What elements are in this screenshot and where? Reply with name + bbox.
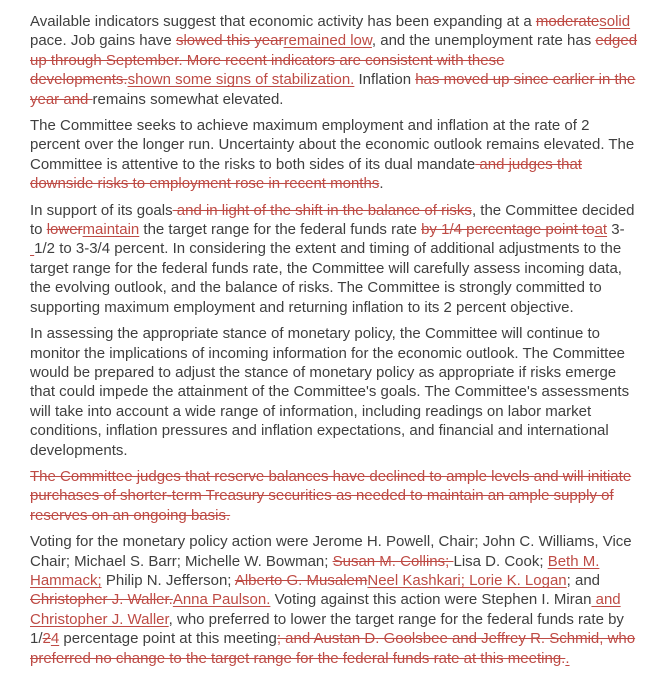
deleted-text-run: 2 — [42, 630, 51, 648]
text-run: 3- — [607, 221, 625, 239]
text-run: The Committee seeks to achieve maximum employment and inflation at the rate of 2 percent over the longer run. Uncertainty about the economic outlook remains elevated. The Committee is attentive to the risks to both sides of its dual mandate — [30, 117, 635, 173]
text-run: Voting against this action were Stephen I. Miran — [270, 591, 592, 609]
inserted-text-run: and Christopher J. Waller — [30, 591, 621, 628]
deleted-text-run: and in light of the shift in the balance of risks — [172, 201, 472, 219]
paragraph-6 — [30, 532, 639, 668]
text-run: 1/2 to 3-3/4 percent. In considering the extent and timing of additional adjustments to the target range for the federal funds rate, the Committee will carefully assess incoming data, the evolving outlook, and the balance of risks. The Committee is strongly committed to supporting maximum employment and returning inflation to its 2 percent objective. — [30, 240, 622, 316]
inserted-text-run: remained low — [283, 32, 372, 50]
text-run: , and the unemployment rate has — [371, 32, 596, 50]
deleted-text-run: lower — [46, 221, 83, 239]
text-run: , the Committee decided to — [30, 201, 635, 239]
deleted-text-run: The Committee judges that reserve balances have declined to ample levels and will initiate purchases of shorter-term Treasury securities as needed to maintain an ample supply of reserves on an ongoing basis. — [30, 467, 632, 524]
deleted-text-run: edged up through September. More recent indicators are consistent with these developments. — [30, 32, 638, 89]
text-run: . — [379, 175, 384, 193]
deleted-text-run: has moved up since earlier in the year and — [30, 71, 636, 108]
inserted-text-run: Beth M. Hammack; — [30, 552, 600, 589]
inserted-text-run: at — [594, 221, 608, 239]
text-run: Philip N. Jefferson; — [101, 571, 235, 589]
paragraph-2 — [30, 116, 639, 194]
deleted-text-run: moderate — [535, 13, 600, 30]
text-run: percentage point at this meeting — [59, 630, 277, 648]
paragraph-3 — [30, 201, 639, 317]
text-run: Lisa D. Cook; — [453, 552, 548, 570]
paragraph-4 — [30, 324, 639, 460]
text-run: Available indicators suggest that economic activity has been expanding at a — [30, 13, 536, 30]
deleted-text-run: by 1/4 percentage point to — [421, 221, 595, 239]
inserted-text-run: solid — [599, 13, 631, 30]
text-run: ; and — [566, 571, 601, 589]
paragraph-5 — [30, 467, 639, 525]
text-run: the target range for the federal funds rate — [139, 221, 422, 239]
text-run: , who preferred to lower the target range for the federal funds rate by 1/ — [30, 610, 624, 648]
deleted-text-run: slowed this year — [175, 32, 284, 50]
deleted-text-run: Alberto G. Musalem — [234, 571, 368, 589]
inserted-text-run: 4 — [50, 630, 60, 648]
text-run: In assessing the appropriate stance of monetary policy, the Committee will continue to monitor the implications of incoming information for the economic outlook. The Committee would be prepared to adjust the stance of monetary policy as appropriate if risks emerge that could impede the attainment of the Committee's goals. The Committee's assessments will take into account a wide range of information, including readings on labor market conditions, inflation pressures and inflation expectations, and financial and international developments. — [30, 325, 630, 459]
deleted-text-run: Susan M. Collins; — [332, 552, 454, 570]
text-run: remains somewhat elevated. — [92, 90, 284, 108]
text-run: In support of its goals — [30, 201, 173, 219]
inserted-text-run: maintain — [82, 221, 140, 239]
deleted-text-run: Christopher J. Waller. — [30, 591, 173, 609]
paragraph-1 — [30, 12, 639, 109]
text-run: Voting for the monetary policy action were Jerome H. Powell, Chair; John C. Williams, Vice Chair; Michael S. Barr; Michelle W. Bowman; — [30, 533, 632, 570]
inserted-text-run: shown some signs of stabilization. — [127, 71, 355, 89]
deleted-text-run: ; and Austan D. Goolsbee and Jeffrey R. Schmid, who preferred no change to the target range for the federal funds rate at this meeting. — [30, 630, 636, 667]
inserted-text-run: Neel Kashkari; Lorie K. Logan — [367, 571, 567, 589]
text-run: pace. Job gains have — [30, 32, 176, 50]
text-run: Inflation — [354, 71, 416, 89]
inserted-text-run: Anna Paulson. — [172, 591, 271, 609]
inserted-text-run: . — [565, 649, 570, 667]
deleted-text-run: and judges that downside risks to employment rose in recent months — [30, 155, 582, 193]
